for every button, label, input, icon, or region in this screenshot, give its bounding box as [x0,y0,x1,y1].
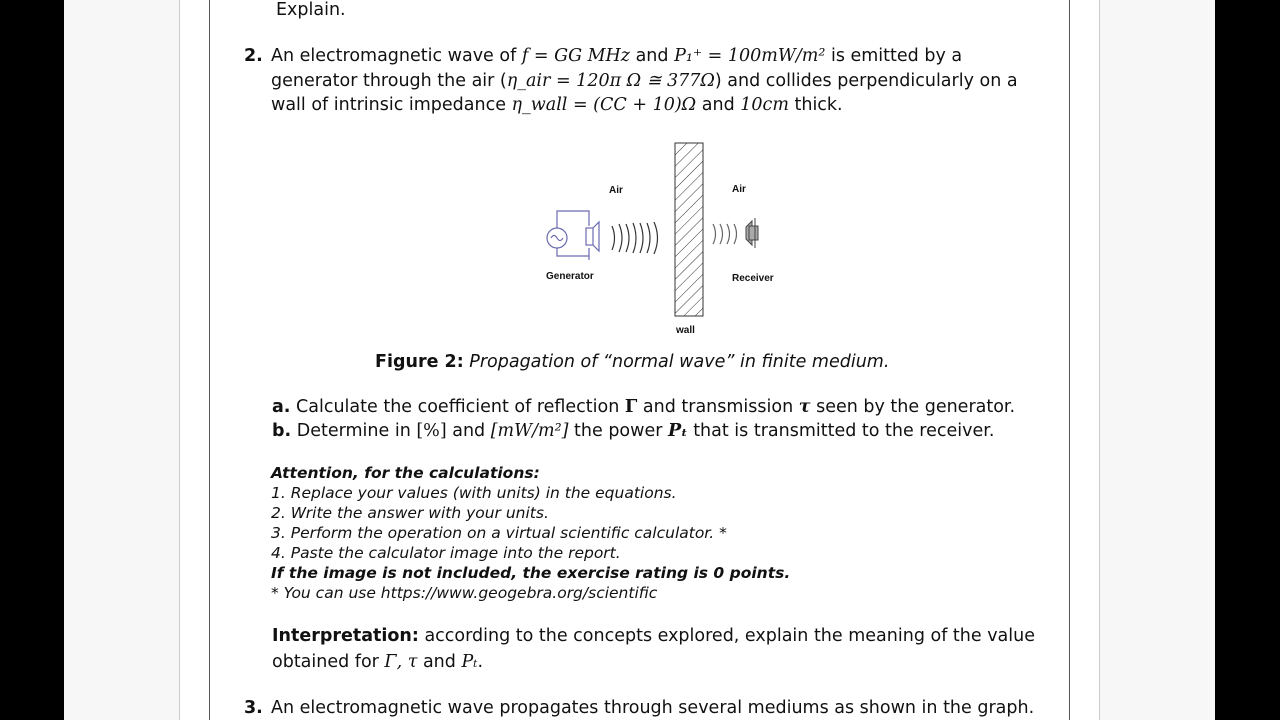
attention-item: 4. Paste the calculator image into the report. [271,544,621,562]
attention-title: Attention, for the calculations: [271,464,540,482]
question-3-text: An electromagnetic wave propagates through several mediums as shown in the graph. [271,698,1035,718]
part-a: a. Calculate the coefficient of reflection Γ and transmission τ seen by the generator. [272,397,1016,417]
question-3-number: 3. [244,698,263,718]
interpretation-line2: obtained for Γ, τ and Pₜ. [272,652,484,672]
attention-item: 3. Perform the operation on a virtual scientific calculator. * [271,524,727,542]
receiver-label: Receiver [732,273,774,284]
receiver-icon [746,218,758,248]
generator-label: Generator [546,271,594,282]
figure-caption: Figure 2: Propagation of “normal wave” in finite medium. [375,352,890,372]
explain-text: Explain. [276,0,346,20]
wave-arcs-left-icon [612,222,658,254]
attention-item: 1. Replace your values (with units) in the equations. [271,484,677,502]
attention-item: 2. Write the answer with your units. [271,504,549,522]
question-2-number: 2. [244,46,263,66]
question-2-line2: generator through the air (η_air = 120π Ω ≅ 377Ω) and collides perpendicularly on a [271,71,1018,91]
question-2-line1: An electromagnetic wave of f = GG MHz and P₁⁺ = 100mW/m² is emitted by a [271,46,963,66]
attention-warning: If the image is not included, the exercise rating is 0 points. [271,564,791,582]
interpretation-line1: Interpretation: according to the concepts explored, explain the meaning of the value [272,626,1035,646]
air-right-label: Air [732,184,746,195]
part-b: b. Determine in [%] and [mW/m²] the power Pₜ that is transmitted to the receiver. [272,421,995,441]
question-2-line3: wall of intrinsic impedance η_wall = (CC + 10)Ω and 10cm thick. [271,95,843,115]
generator-icon [547,211,599,260]
wall-label: wall [676,325,695,336]
wave-arcs-right-icon [713,224,737,244]
wall-icon [675,143,703,316]
propagation-figure [520,140,820,340]
air-left-label: Air [609,185,623,196]
attention-note: * You can use https://www.geogebra.org/scientific [271,584,658,602]
